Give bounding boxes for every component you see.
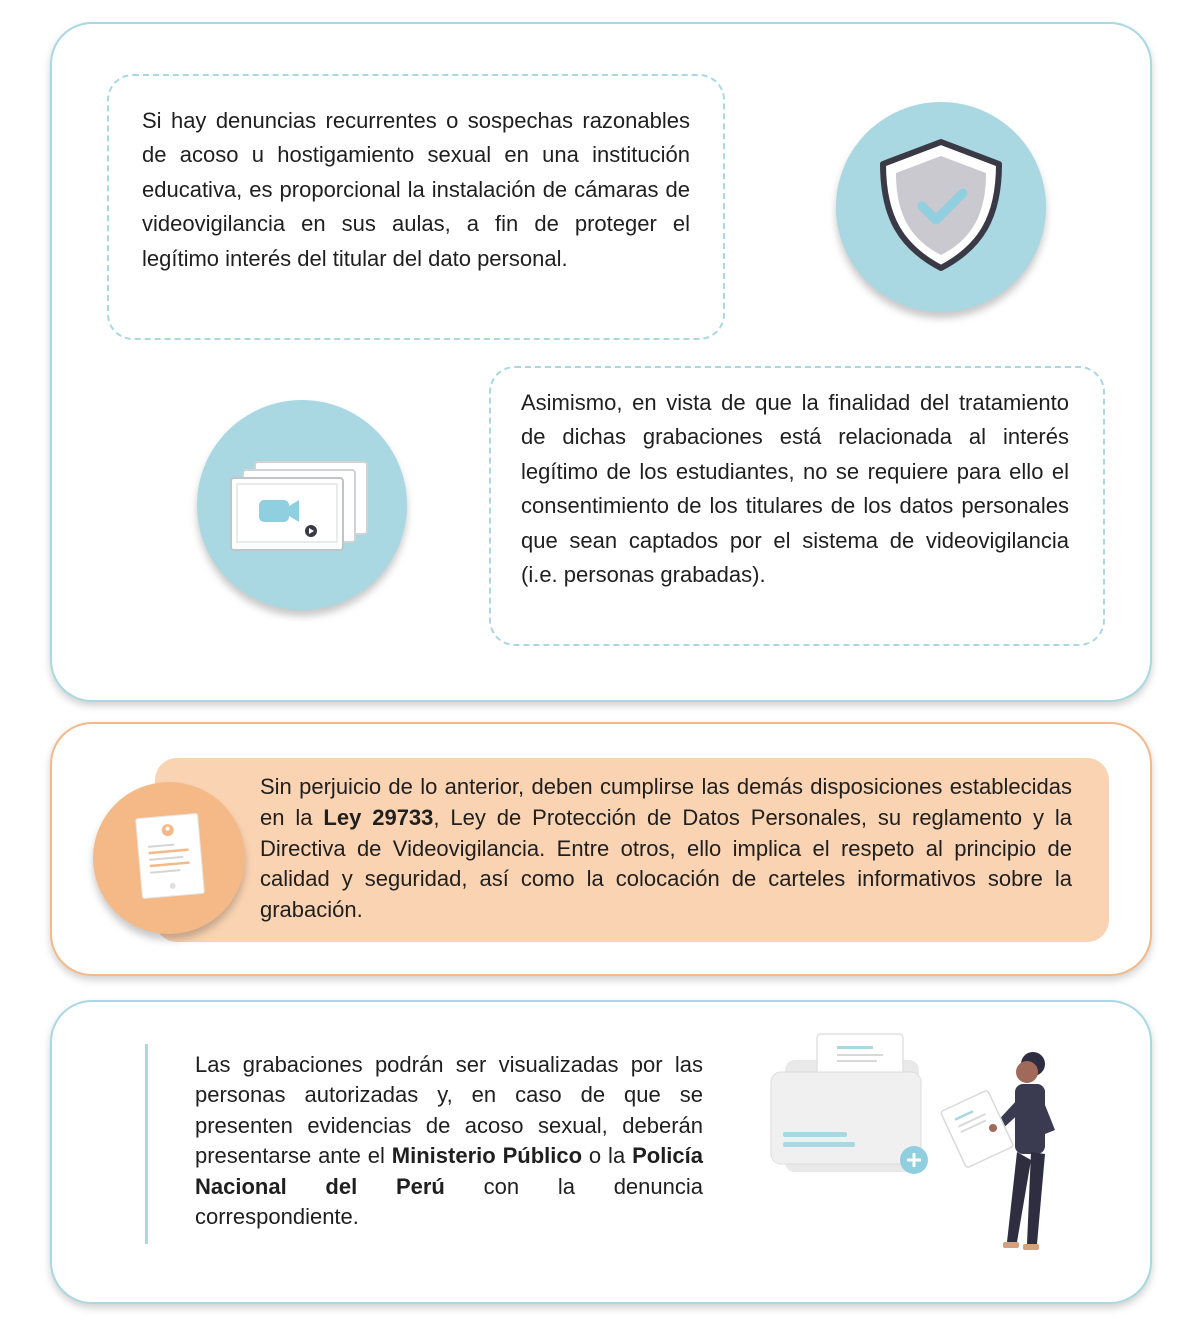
law-paragraph: Sin perjuicio de lo anterior, deben cumplirse las demás disposiciones establecidas en la Ley 29733, Ley de Protección de Datos Personales, su reglamento y la Directiva de Videovigilancia. Entre otros, ello implica el respeto al principio de calidad y seguridad, así como la colocación de carteles informativos sobre la grabación. [260, 774, 1072, 923]
consent-paragraph: Asimismo, en vista de que la finalidad del tratamiento de dichas grabaciones está relacionada al interés legítimo de los estudiantes, no se requiere para ello el consentimiento de los titulares de los datos personales que sean captados por el sistema de videovigilancia (i.e. personas grabadas). [521, 390, 1069, 588]
video-badge [197, 400, 407, 610]
institution-policia-nacional: Policía Nacional del Perú [195, 1143, 703, 1199]
institution-ministerio-publico: Ministerio Público [391, 1143, 583, 1169]
shield-check-icon [836, 102, 1046, 312]
document-badge [93, 782, 245, 934]
viewing-paragraph: Las grabaciones podrán ser visualizadas por las personas autorizadas y, en caso de que se presenten evidencias de acoso sexual, deberán presentarse ante el Ministerio Público o la Policía Nacional del Perú con la denuncia correspondiente. [195, 1052, 703, 1230]
accent-divider [145, 1044, 148, 1244]
video-camera-icon [197, 400, 407, 610]
person-with-files-illustration [765, 1030, 1075, 1270]
proportionality-paragraph: Si hay denuncias recurrentes o sospechas razonables de acoso u hostigamiento sexual en una institución educativa, es proporcional la instalación de cámaras de videovigilancia en sus aulas, a fin de proteger el legítimo interés del titular del dato personal. [142, 108, 690, 271]
shield-badge [836, 102, 1046, 312]
law-name: Ley 29733 [323, 804, 434, 830]
document-profile-icon [93, 782, 245, 934]
